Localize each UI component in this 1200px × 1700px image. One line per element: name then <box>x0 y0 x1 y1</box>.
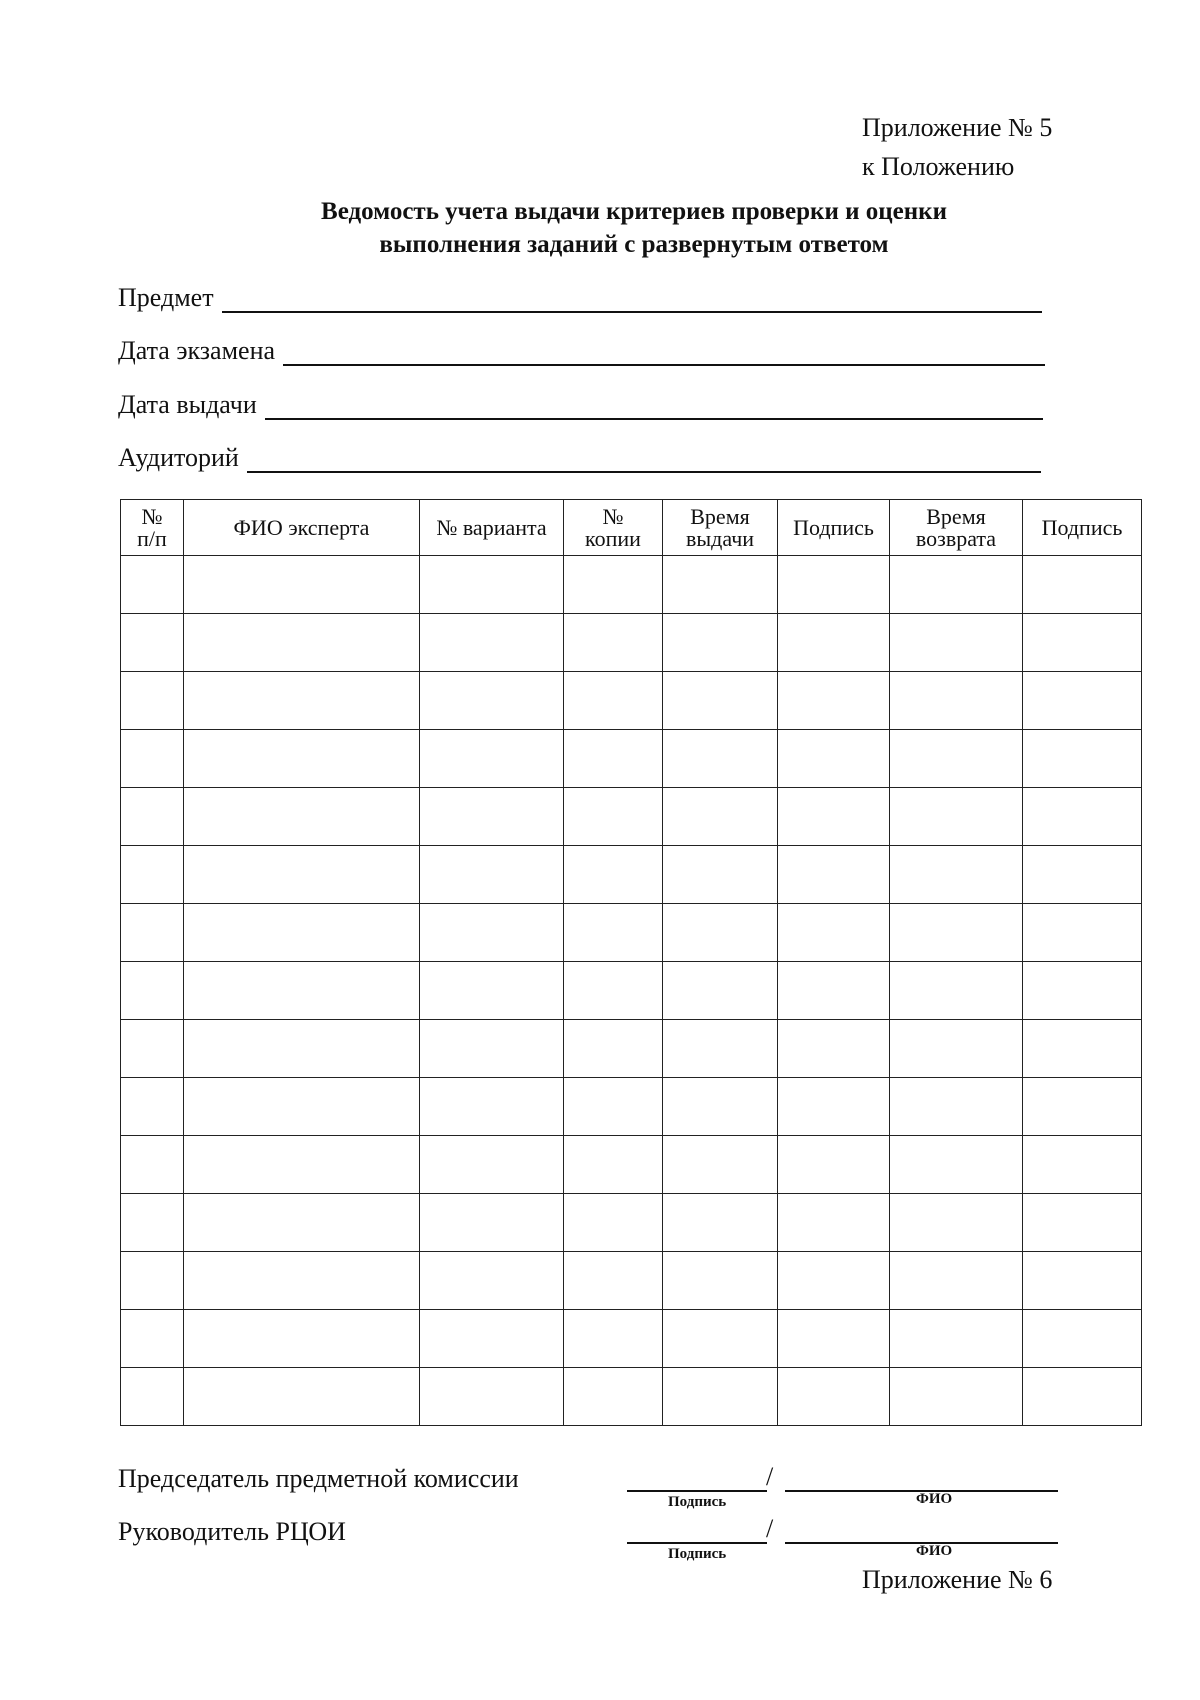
table-cell[interactable] <box>420 614 564 672</box>
table-row <box>121 614 1142 672</box>
field-subject <box>118 283 1042 313</box>
table-cell[interactable] <box>890 1368 1023 1426</box>
appendix-number: Приложение № 5 <box>862 113 1053 142</box>
table-cell[interactable] <box>420 846 564 904</box>
table-cell[interactable] <box>420 730 564 788</box>
table-cell[interactable] <box>778 1252 890 1310</box>
table-cell[interactable] <box>890 1310 1023 1368</box>
table-cell[interactable] <box>564 788 663 846</box>
table-cell[interactable] <box>1023 904 1142 962</box>
table-cell[interactable] <box>420 556 564 614</box>
table-cell[interactable] <box>121 846 184 904</box>
table-cell[interactable] <box>564 1078 663 1136</box>
table-header-row <box>121 500 1142 556</box>
table-cell[interactable] <box>564 730 663 788</box>
table-cell[interactable] <box>184 962 420 1020</box>
chairman-label: Председатель предметной комиссии <box>118 1464 519 1493</box>
name-caption: ФИО <box>916 1543 953 1559</box>
table-cell[interactable] <box>1023 846 1142 904</box>
column-header <box>890 500 1023 556</box>
table-cell[interactable] <box>184 1020 420 1078</box>
table-cell[interactable] <box>890 556 1023 614</box>
table-cell[interactable] <box>564 614 663 672</box>
table-cell[interactable] <box>778 672 890 730</box>
table-cell[interactable] <box>184 1136 420 1194</box>
table-cell[interactable] <box>663 1194 778 1252</box>
table-cell[interactable] <box>778 788 890 846</box>
table-cell[interactable] <box>564 1136 663 1194</box>
rcoi-head-label: Руководитель РЦОИ <box>118 1517 346 1546</box>
table-cell[interactable] <box>890 1136 1023 1194</box>
table-row <box>121 962 1142 1020</box>
table-cell[interactable] <box>890 672 1023 730</box>
table-cell[interactable] <box>184 904 420 962</box>
field-label: Предмет <box>118 283 214 312</box>
table-cell[interactable] <box>1023 1078 1142 1136</box>
table-cell[interactable] <box>778 1368 890 1426</box>
field-exam-date <box>118 336 1045 366</box>
field-classrooms <box>118 443 1041 473</box>
table-cell[interactable] <box>1023 1310 1142 1368</box>
field-label: Дата экзамена <box>118 336 276 365</box>
field-label: Дата выдачи <box>118 390 257 419</box>
table-cell[interactable] <box>184 788 420 846</box>
table-cell[interactable] <box>890 614 1023 672</box>
table-cell[interactable] <box>184 846 420 904</box>
table-cell[interactable] <box>663 730 778 788</box>
table-cell[interactable] <box>778 846 890 904</box>
table-row <box>121 904 1142 962</box>
table-cell[interactable] <box>663 672 778 730</box>
table-cell[interactable] <box>121 1310 184 1368</box>
column-header <box>663 500 778 556</box>
table-cell[interactable] <box>420 1252 564 1310</box>
table-cell[interactable] <box>663 614 778 672</box>
table-cell[interactable] <box>663 1310 778 1368</box>
table-cell[interactable] <box>121 904 184 962</box>
signature-caption: Подпись <box>668 1494 727 1510</box>
table-cell[interactable] <box>890 1194 1023 1252</box>
table-cell[interactable] <box>778 556 890 614</box>
table-cell[interactable] <box>663 962 778 1020</box>
table-cell[interactable] <box>890 962 1023 1020</box>
table-cell[interactable] <box>121 1078 184 1136</box>
column-header <box>420 500 564 556</box>
table-cell[interactable] <box>778 614 890 672</box>
table-cell[interactable] <box>184 1368 420 1426</box>
table-cell[interactable] <box>1023 1020 1142 1078</box>
table-cell[interactable] <box>121 1194 184 1252</box>
table-cell[interactable] <box>663 1136 778 1194</box>
table-row <box>121 1310 1142 1368</box>
table-cell[interactable] <box>184 1310 420 1368</box>
table-cell[interactable] <box>420 1368 564 1426</box>
table-cell[interactable] <box>663 1078 778 1136</box>
table-cell[interactable] <box>420 1136 564 1194</box>
signature-caption: Подпись <box>668 1546 727 1562</box>
column-header-line1: № <box>141 503 163 529</box>
table-cell[interactable] <box>121 962 184 1020</box>
table-cell[interactable] <box>184 556 420 614</box>
table-cell[interactable] <box>1023 556 1142 614</box>
column-header <box>121 500 184 556</box>
table-cell[interactable] <box>1023 1194 1142 1252</box>
column-header-line1: Подпись <box>793 514 874 540</box>
table-cell[interactable] <box>778 1078 890 1136</box>
table-row <box>121 1020 1142 1078</box>
column-header-line2: возврата <box>915 525 997 551</box>
column-header-line2: п/п <box>137 525 167 551</box>
table-row <box>121 1136 1142 1194</box>
table-cell[interactable] <box>663 1368 778 1426</box>
table-cell[interactable] <box>420 904 564 962</box>
table-cell[interactable] <box>420 962 564 1020</box>
column-header-line2: копии <box>585 525 641 551</box>
table-cell[interactable] <box>564 1020 663 1078</box>
table-cell[interactable] <box>121 672 184 730</box>
table-row <box>121 730 1142 788</box>
table-cell[interactable] <box>564 672 663 730</box>
table-row <box>121 846 1142 904</box>
document-title-line1: Ведомость учета выдачи критериев проверки и оценки <box>321 198 947 225</box>
table-cell[interactable] <box>778 1194 890 1252</box>
table-cell[interactable] <box>890 788 1023 846</box>
table-cell[interactable] <box>778 962 890 1020</box>
table-cell[interactable] <box>121 614 184 672</box>
table-cell[interactable] <box>184 614 420 672</box>
table-cell[interactable] <box>564 1194 663 1252</box>
table-cell[interactable] <box>564 962 663 1020</box>
table-cell[interactable] <box>1023 962 1142 1020</box>
table-row <box>121 1194 1142 1252</box>
table-cell[interactable] <box>663 904 778 962</box>
table-cell[interactable] <box>1023 672 1142 730</box>
table-cell[interactable] <box>121 556 184 614</box>
column-header <box>778 500 890 556</box>
table-cell[interactable] <box>663 556 778 614</box>
appendix-reference: к Положению <box>862 152 1015 181</box>
column-header-line1: Время <box>690 503 750 529</box>
table-cell[interactable] <box>663 1252 778 1310</box>
table-cell[interactable] <box>184 672 420 730</box>
separator: / <box>766 1462 774 1491</box>
issue-date-input-line[interactable] <box>265 396 1043 420</box>
table-cell[interactable] <box>778 904 890 962</box>
table-cell[interactable] <box>778 1020 890 1078</box>
table-cell[interactable] <box>121 1252 184 1310</box>
table-row <box>121 1252 1142 1310</box>
table-cell[interactable] <box>420 1020 564 1078</box>
table-cell[interactable] <box>121 1368 184 1426</box>
table-row <box>121 672 1142 730</box>
column-header-line1: № варианта <box>436 514 547 540</box>
table-row <box>121 788 1142 846</box>
table-cell[interactable] <box>890 846 1023 904</box>
table-cell[interactable] <box>420 672 564 730</box>
column-header-line1: ФИО эксперта <box>233 514 370 540</box>
column-header-line1: № <box>602 503 624 529</box>
field-label: Аудиторий <box>118 443 239 472</box>
table-cell[interactable] <box>121 1020 184 1078</box>
table-cell[interactable] <box>184 1078 420 1136</box>
table-cell[interactable] <box>564 1368 663 1426</box>
table-cell[interactable] <box>890 730 1023 788</box>
rcoi-signature-line[interactable] <box>627 1542 767 1544</box>
column-header-line1: Время <box>926 503 986 529</box>
table-cell[interactable] <box>778 1136 890 1194</box>
table-cell[interactable] <box>663 1020 778 1078</box>
table-cell[interactable] <box>1023 614 1142 672</box>
table-row <box>121 1368 1142 1426</box>
table-cell[interactable] <box>420 1194 564 1252</box>
classrooms-input-line[interactable] <box>247 449 1041 473</box>
table-cell[interactable] <box>420 788 564 846</box>
chairman-signature-line[interactable] <box>627 1490 767 1492</box>
table-cell[interactable] <box>663 846 778 904</box>
table-row <box>121 556 1142 614</box>
table-cell[interactable] <box>663 788 778 846</box>
table-cell[interactable] <box>1023 788 1142 846</box>
table-cell[interactable] <box>564 1252 663 1310</box>
document-title-line2: выполнения заданий с развернутым ответом <box>379 231 889 258</box>
table-cell[interactable] <box>1023 730 1142 788</box>
table-cell[interactable] <box>121 730 184 788</box>
field-issue-date <box>118 390 1043 420</box>
table-row <box>121 1078 1142 1136</box>
table-cell[interactable] <box>1023 1136 1142 1194</box>
table-cell[interactable] <box>1023 1252 1142 1310</box>
table-cell[interactable] <box>564 556 663 614</box>
table-cell[interactable] <box>121 788 184 846</box>
table-cell[interactable] <box>564 904 663 962</box>
table-cell[interactable] <box>890 1252 1023 1310</box>
table-cell[interactable] <box>890 1078 1023 1136</box>
table-cell[interactable] <box>184 1252 420 1310</box>
table-cell[interactable] <box>890 904 1023 962</box>
column-header <box>184 500 420 556</box>
column-header <box>564 500 663 556</box>
separator: / <box>766 1514 774 1543</box>
table-cell[interactable] <box>184 730 420 788</box>
name-caption: ФИО <box>916 1491 953 1507</box>
table-cell[interactable] <box>1023 1368 1142 1426</box>
table-cell[interactable] <box>420 1310 564 1368</box>
exam-date-input-line[interactable] <box>283 342 1045 366</box>
table-cell[interactable] <box>564 1310 663 1368</box>
table-cell[interactable] <box>890 1020 1023 1078</box>
table-cell[interactable] <box>420 1078 564 1136</box>
subject-input-line[interactable] <box>222 289 1042 313</box>
table-cell[interactable] <box>184 1194 420 1252</box>
table-cell[interactable] <box>778 1310 890 1368</box>
issue-log-table <box>120 499 1142 1426</box>
column-header <box>1023 500 1142 556</box>
table-cell[interactable] <box>778 730 890 788</box>
table-cell[interactable] <box>564 846 663 904</box>
column-header-line2: выдачи <box>685 525 755 551</box>
table-cell[interactable] <box>121 1136 184 1194</box>
next-appendix-number: Приложение № 6 <box>862 1565 1053 1594</box>
column-header-line1: Подпись <box>1041 514 1123 540</box>
